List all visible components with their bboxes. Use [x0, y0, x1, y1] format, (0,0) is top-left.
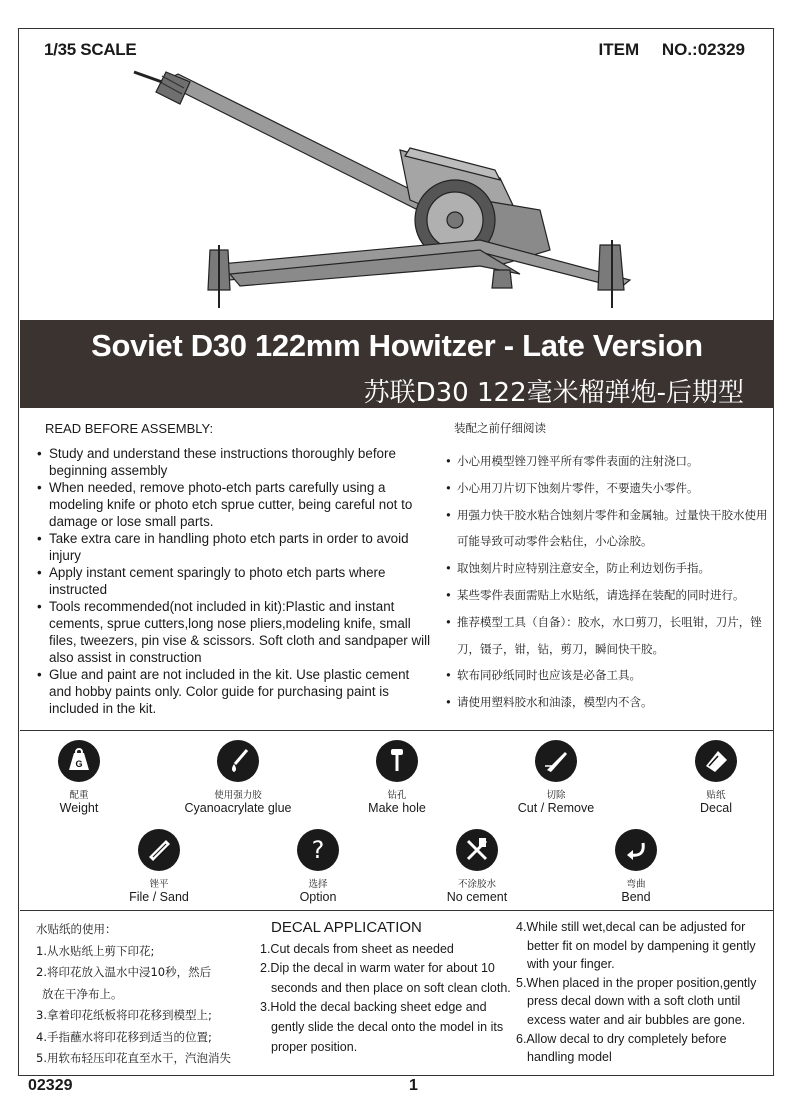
list-item: • 请使用塑料胶水和油漆，模型内不含。: [443, 689, 773, 716]
scale-label: 1/35 SCALE: [44, 40, 137, 59]
divider: [20, 730, 774, 731]
legend-label-en: Weight: [59, 801, 99, 815]
legend-option: [248, 829, 388, 904]
question-mark-icon: [297, 829, 339, 871]
legend-make-hole: [327, 740, 467, 815]
legend-label-en: Cut / Remove: [517, 801, 595, 815]
list-item: • Tools recommended(not included in kit):Plastic and instant cements, sprue cutters,long nose pliers,modeling knife, small files, tweezers, pin vise & scissors. Soft cloth and sandpaper will also assist in construction: [35, 598, 435, 666]
decal-step: 1.从水贴纸上剪下印花;: [36, 943, 155, 958]
title-chinese: 苏联D30 122毫米榴弹炮-后期型: [363, 378, 744, 408]
list-item: • Take extra care in handling photo etch parts in order to avoid injury: [35, 530, 435, 564]
divider: [20, 910, 774, 911]
legend-cut-remove: [486, 740, 626, 815]
list-item: • 小心用模型锉刀锉平所有零件表面的注射浇口。: [443, 448, 773, 475]
svg-text:?: ?: [311, 836, 325, 864]
legend-no-cement: [407, 829, 547, 904]
title-english: Soviet D30 122mm Howitzer - Late Version: [91, 328, 703, 363]
decal-heading-cn: 水贴纸的使用：: [36, 922, 117, 936]
cut-icon: [535, 740, 577, 782]
legend-label-cn: 使用强力胶: [214, 790, 262, 801]
list-item: • 软布同砂纸同时也应该是必备工具。: [443, 662, 773, 689]
legend-label-en: No cement: [446, 890, 508, 904]
legend-weight: [9, 740, 149, 815]
no-cement-icon: [456, 829, 498, 871]
svg-text:G: G: [75, 759, 83, 769]
page-number: 1: [409, 1077, 418, 1094]
weight-icon: [58, 740, 100, 782]
decal-step: 1.Cut decals from sheet as needed: [260, 941, 454, 956]
decal-step: 6.Allow decal to dry completely before handling model: [516, 1031, 727, 1065]
decal-instructions-en-left: [260, 918, 520, 1057]
legend-label-en: Decal: [700, 801, 732, 815]
legend-bend: [566, 829, 706, 904]
list-item: • 某些零件表面需贴上水贴纸，请选择在装配的同时进行。: [443, 582, 773, 609]
list-item: • Apply instant cement sparingly to photo etch parts where instructed: [35, 564, 435, 598]
legend-label-en: Option: [299, 890, 337, 904]
list-item: • 推荐模型工具（自备）：胶水，水口剪刀，长咀钳，刀片，锉刀，镊子，钳，钻，剪刀，瞬间快干胶。: [443, 609, 773, 663]
legend-decal: [646, 740, 786, 815]
read-heading-cn: 装配之前仔细阅读: [454, 421, 546, 435]
legend-cyanoacrylate-glue: [168, 740, 308, 815]
list-item: • 用强力快干胶水粘合蚀刻片零件和金属轴。过量快干胶水使用可能导致可动零件会粘住，小心涂胶。: [443, 502, 773, 556]
bend-arrow-icon: [615, 829, 657, 871]
decal-step: 3.Hold the decal backing sheet edge and gently slide the decal onto the model in its proper position.: [260, 1000, 504, 1054]
list-item: • 取蚀刻片时应特别注意安全，防止利边划伤手指。: [443, 555, 773, 582]
legend-label-cn: 切除: [546, 790, 566, 801]
decal-step: 2.Dip the decal in warm water for about 10 seconds and then place on soft clean cloth.: [260, 961, 511, 995]
legend-label-cn: 不涂胶水: [457, 879, 496, 890]
list-item: • 小心用刀片切下蚀刻片零件，不要遗失小零件。: [443, 475, 773, 502]
legend-label-cn: 锉平: [149, 879, 169, 890]
glue-drop-icon: [217, 740, 259, 782]
legend-label-cn: 钻孔: [387, 790, 407, 801]
list-item: • Study and understand these instructions thoroughly before beginning assembly: [35, 445, 435, 479]
footer-item-code: 02329: [28, 1077, 73, 1094]
decal-step: 放在干净布上。: [42, 986, 123, 1001]
file-icon: [138, 829, 180, 871]
title-banner: [20, 320, 774, 408]
list-item: • Glue and paint are not included in the kit. Use plastic cement and hobby paints only. Color guide for purchasing paint is included in the kit.: [35, 666, 435, 717]
legend-label-en: Bend: [621, 890, 651, 904]
legend-label-cn: 贴纸: [706, 790, 726, 801]
decal-step: 4.手指蘸水将印花移到适当的位置;: [36, 1029, 212, 1044]
decal-instructions-cn: [36, 919, 266, 1070]
legend-label-en: Cyanoacrylate glue: [184, 801, 292, 815]
read-before-assembly-cn: [443, 420, 773, 716]
list-item: • When needed, remove photo-etch parts carefully using a modeling knife or photo etch sprue cutter, being careful not to damage or lose small parts.: [35, 479, 435, 530]
decal-step: 4.While still wet,decal can be adjusted for better fit on model by dampening it gently with your finger.: [516, 920, 756, 972]
legend-label-en: Make hole: [368, 801, 426, 815]
legend-file-sand: [89, 829, 229, 904]
decal-step: 5.用软布轻压印花直至水干，汽泡消失: [36, 1051, 231, 1065]
drill-icon: [376, 740, 418, 782]
read-heading-en: READ BEFORE ASSEMBLY:: [45, 421, 214, 436]
item-number: ITEM NO.:02329: [598, 40, 745, 59]
legend-label-cn: 配重: [69, 790, 89, 801]
decal-instructions-en-right: [516, 918, 766, 1067]
decal-icon: [695, 740, 737, 782]
decal-heading-en: DECAL APPLICATION: [271, 919, 422, 936]
howitzer-illustration: [100, 60, 660, 320]
legend-label-cn: 弯曲: [626, 879, 646, 890]
decal-step: 3.拿着印花纸板将印花移到模型上;: [36, 1008, 212, 1022]
decal-step: 5.When placed in the proper position,gently press decal down with a soft cloth until excess water and air bubbles are gone.: [516, 975, 757, 1027]
legend-label-en: File / Sand: [129, 890, 189, 904]
legend-label-cn: 选择: [308, 879, 328, 890]
decal-step: 2.将印花放入温水中浸10秒，然后: [36, 965, 212, 979]
read-before-assembly-en: [35, 420, 435, 717]
